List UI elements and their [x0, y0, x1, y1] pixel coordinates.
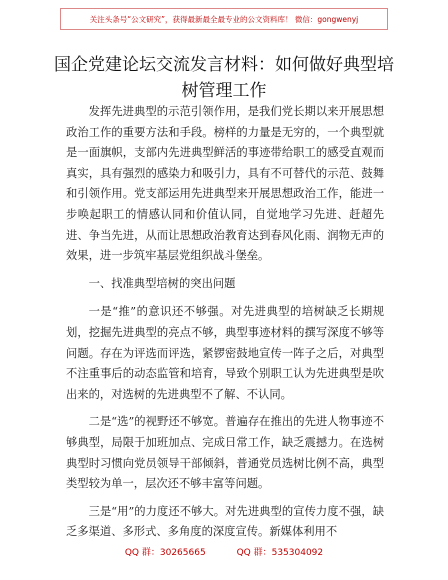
qq-group-1: QQ 群：30265665: [124, 548, 206, 558]
document-title: 国企党建论坛交流发言材料：如何做好典型培树管理工作: [54, 55, 394, 101]
promo-header-text: 关注头条号“公文研究”，获得最新最全最专业的公文资料库！ 微信：gongwenyj: [89, 14, 359, 24]
document-body: [66, 102, 384, 550]
promo-header-box: [60, 8, 388, 30]
body-paragraph: 三是“用”的力度还不够大。对先进典型的宣传力度不强，缺乏多渠道、多形式、多角度的深度宣传。新媒体利用不: [66, 504, 384, 539]
intro-paragraph: 发挥先进典型的示范引领作用，是我们党长期以来开展思想政治工作的重要方法和手段。榜样的力量是无穷的，一个典型就是一面旗帜，支部内先进典型鲜活的事迹带给职工的感受直观而真实，具有强烈的感染力和吸引力，具有不可替代的示范、鼓舞和引领作用。党支部运用先进典型来开展思想政治工作，能进一步唤起职工的情感认同和价值认同，自觉地学习先进、赶超先进、争当先进，从而让思想政治教育达到春风化雨、润物无声的效果，进一步筑牢基层党组织战斗堡垒。: [66, 105, 384, 263]
footer-contacts: [0, 545, 448, 558]
body-paragraph: 二是“选”的视野还不够宽。普遍存在推出的先进人物事迹不够典型，局限于加班加点、完成日常工作，缺乏震撼力。在选树典型时习惯向党员领导干部倾斜，普通党员选树比例不高，典型类型较为单一，层次还不够丰富等问题。: [66, 415, 384, 491]
qq-group-2: QQ 群：535304092: [236, 548, 324, 558]
body-paragraph: 一是“推”的意识还不够强。对先进典型的培树缺乏长期规划，挖掘先进典型的亮点不够，典型事迹材料的撰写深度不够等问题。存在为评选而评选，紧锣密鼓地宣传一阵子之后，对典型不注重事后的动态监管和培育，导致个别职工认为先进典型是吹出来的，对选树的先进典型不了解、不认同。: [66, 305, 384, 401]
section-heading: 一、找准典型培树的突出问题: [88, 276, 236, 290]
